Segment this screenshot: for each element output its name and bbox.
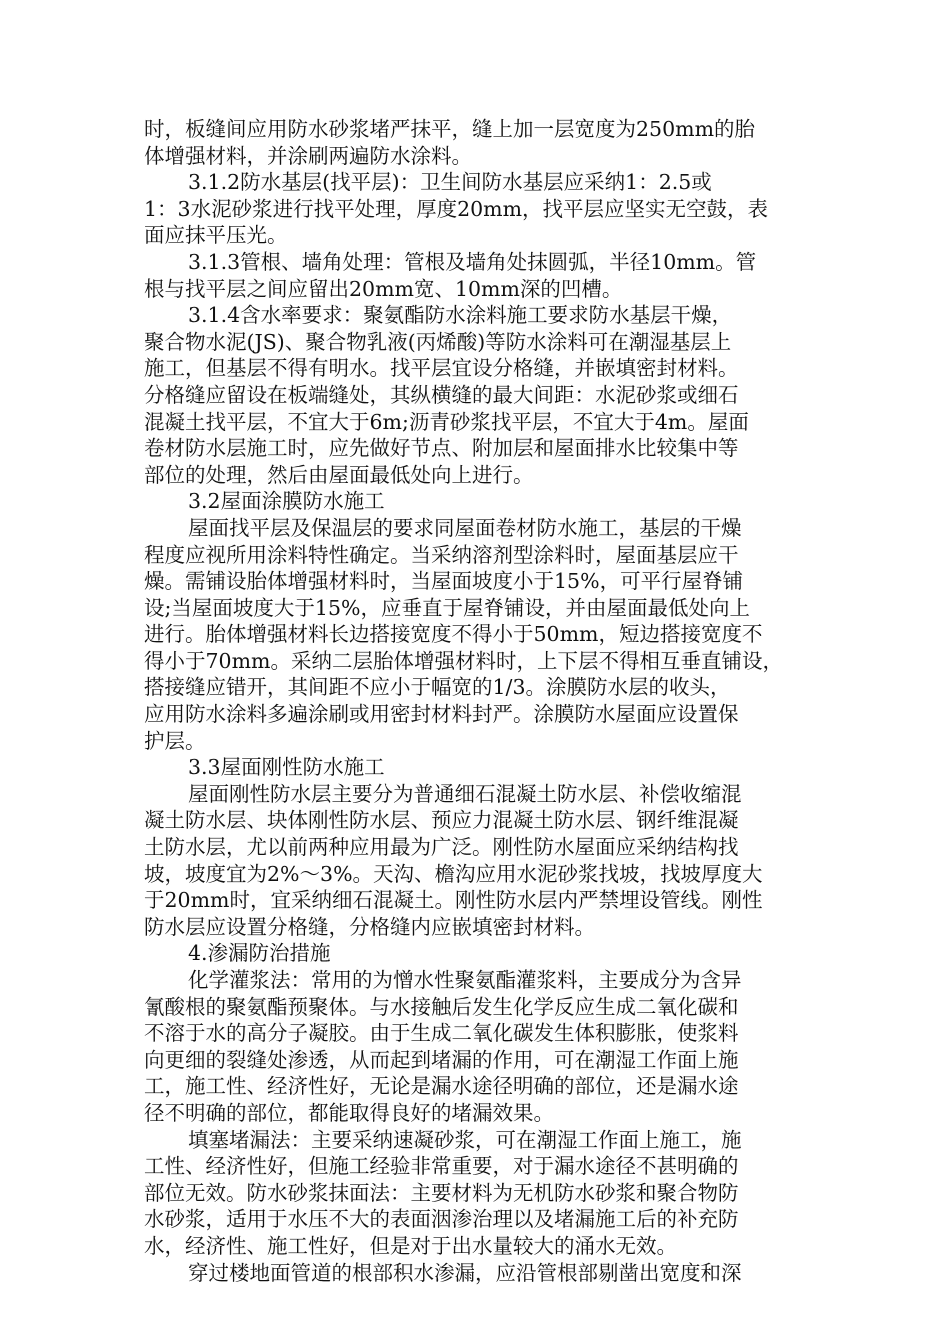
text-line: 1：3水泥砂浆进行找平处理，厚度20mm，找平层应坚实无空鼓，表 [144,196,769,221]
text-line: 向更细的裂缝处渗透，从而起到堵漏的作用，可在潮湿工作面上施 [144,1047,739,1072]
text-line: 径不明确的部位，都能取得良好的堵漏效果。 [144,1100,554,1125]
text-line: 4.渗漏防治措施 [188,941,331,966]
text-line: 工，施工性、经济性好，无论是漏水途径明确的部位，还是漏水途 [144,1074,739,1099]
text-line: 屋面找平层及保温层的要求同屋面卷材防水施工，基层的干燥 [188,515,742,540]
text-line: 护层。 [144,728,206,753]
text-line: 燥。需铺设胎体增强材料时，当屋面坡度小于15%，可平行屋脊铺 [144,569,744,594]
text-line: 防水层应设置分格缝，分格缝内应嵌填密封材料。 [144,914,595,939]
text-line: 水砂浆，适用于水压不大的表面洇渗治理以及堵漏施工后的补充防 [144,1207,739,1232]
text-line: 3.1.3管根、墙角处理：管根及墙角处抹圆弧，半径10mm。管 [188,249,757,274]
text-line: 3.1.2防水基层(找平层)：卫生间防水基层应采纳1：2.5或 [188,170,712,195]
text-line: 氰酸根的聚氨酯预聚体。与水接触后发生化学反应生成二氧化碳和 [144,994,739,1019]
text-line: 不溶于水的高分子凝胶。由于生成二氧化碳发生体积膨胀，使浆料 [144,1021,739,1046]
text-line: 工性、经济性好，但施工经验非常重要，对于漏水途径不甚明确的 [144,1154,739,1179]
text-line: 分格缝应留设在板端缝处，其纵横缝的最大间距：水泥砂浆或细石 [144,382,739,407]
text-line: 施工，但基层不得有明水。找平层宜设分格缝，并嵌填密封材料。 [144,356,739,381]
text-line: 时，板缝间应用防水砂浆堵严抹平，缝上加一层宽度为250mm的胎 [144,117,756,141]
text-line: 应用防水涂料多遍涂刷或用密封材料封严。涂膜防水屋面应设置保 [144,702,739,727]
text-line: 设;当屋面坡度大于15%，应垂直于屋脊铺设，并由屋面最低处向上 [144,595,750,620]
text-line: 屋面刚性防水层主要分为普通细石混凝土防水层、补偿收缩混 [188,781,742,806]
text-line: 3.1.4含水率要求：聚氨酯防水涂料施工要求防水基层干燥， [188,303,733,328]
text-line: 化学灌浆法：常用的为憎水性聚氨酯灌浆料，主要成分为含异 [188,968,742,992]
text-line: 体增强材料，并涂刷两遍防水涂料。 [144,143,472,168]
text-line: 聚合物水泥(JS)、聚合物乳液(丙烯酸)等防水涂料可在潮湿基层上 [144,329,732,354]
text-line: 3.3屋面刚性防水施工 [188,755,385,780]
text-line: 得小于70mm。采纳二层胎体增强材料时，上下层不得相互垂直铺设， [144,648,783,673]
text-line: 于20mm时，宜采纳细石混凝土。刚性防水层内严禁埋设管线。刚性 [144,888,763,913]
text-line: 卷材防水层施工时，应先做好节点、附加层和屋面排水比较集中等 [144,436,739,461]
text-line: 部位无效。防水砂浆抹面法：主要材料为无机防水砂浆和聚合物防 [144,1180,739,1205]
text-line: 土防水层，尤以前两种应用最为广泛。刚性防水屋面应采纳结构找 [144,835,739,860]
document-body [144,116,814,1286]
text-line: 混凝土找平层，不宜大于6m;沥青砂浆找平层，不宜大于4m。屋面 [144,409,749,434]
text-line: 程度应视所用涂料特性确定。当采纳溶剂型涂料时，屋面基层应干 [144,542,739,567]
text-line: 3.2屋面涂膜防水施工 [188,489,385,514]
text-line: 面应抹平压光。 [144,223,288,248]
text-line: 根与找平层之间应留出20mm宽、10mm深的凹槽。 [144,276,623,301]
text-line: 进行。胎体增强材料长边搭接宽度不得小于50mm，短边搭接宽度不 [144,622,763,647]
text-line: 填塞堵漏法：主要采纳速凝砂浆，可在潮湿工作面上施工，施 [188,1127,742,1152]
text-line: 部位的处理，然后由屋面最低处向上进行。 [144,462,534,487]
text-line: 水，经济性、施工性好，但是对于出水量较大的涌水无效。 [144,1233,677,1258]
text-line: 穿过楼地面管道的根部积水渗漏，应沿管根部剔凿出宽度和深 [188,1260,742,1285]
text-line: 坡，坡度宜为2%～3%。天沟、檐沟应用水泥砂浆找坡，找坡厚度大 [144,861,763,886]
text-line: 凝土防水层、块体刚性防水层、预应力混凝土防水层、钢纤维混凝 [144,808,739,833]
text-line: 搭接缝应错开，其间距不应小于幅宽的1/3。涂膜防水层的收头， [144,675,731,700]
